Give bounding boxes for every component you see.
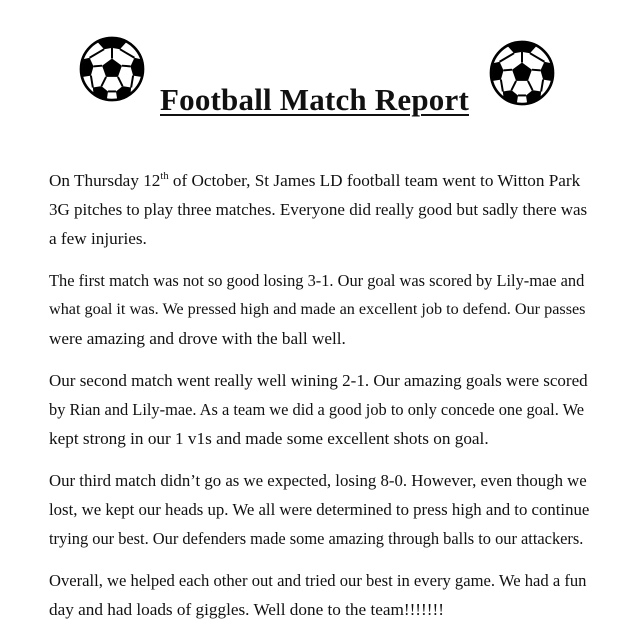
line-text: On Thursday 12 <box>49 171 161 190</box>
text-line: by Rian and Lily-mae. As a team we did a good job to only concede one goal. We <box>49 400 585 419</box>
text-line: Our second match went really well wining 2-1. Our amazing goals were scored <box>49 371 588 390</box>
paragraph <box>49 366 589 453</box>
text-line: The first match was not so good losing 3-1. Our goal was scored by Lily-mae and <box>49 271 585 290</box>
paragraph <box>49 166 589 253</box>
text-line: lost, we kept our heads up. We all were determined to press high and to continue <box>49 500 590 519</box>
page-title <box>0 82 629 118</box>
text-line: Our third match didn’t go as we expected, losing 8-0. However, even though we <box>49 471 587 490</box>
paragraph <box>49 466 589 553</box>
text-line: Overall, we helped each other out and tried our best in every game. We had a fun <box>49 571 587 590</box>
paragraph <box>49 566 589 624</box>
text-line: kept strong in our 1 v1s and made some excellent shots on goal. <box>49 429 489 448</box>
text-line: what goal it was. We pressed high and made an excellent job to defend. Our passes <box>49 300 586 318</box>
page-title-text: Football Match Report <box>160 82 469 117</box>
paragraph <box>49 266 589 353</box>
line-text: of October, St James LD football team went to Witton Park <box>168 171 581 190</box>
report-body <box>49 166 589 637</box>
ordinal-suffix: th <box>160 171 169 182</box>
text-line: a few injuries. <box>49 229 147 248</box>
text-line: were amazing and drove with the ball well. <box>49 329 346 348</box>
text-line <box>49 166 589 195</box>
text-line: day and had loads of giggles. Well done to the team!!!!!!! <box>49 600 444 619</box>
text-line: trying our best. Our defenders made some amazing through balls to our attackers. <box>49 529 584 548</box>
text-line: 3G pitches to play three matches. Everyone did really good but sadly there was <box>49 200 588 219</box>
